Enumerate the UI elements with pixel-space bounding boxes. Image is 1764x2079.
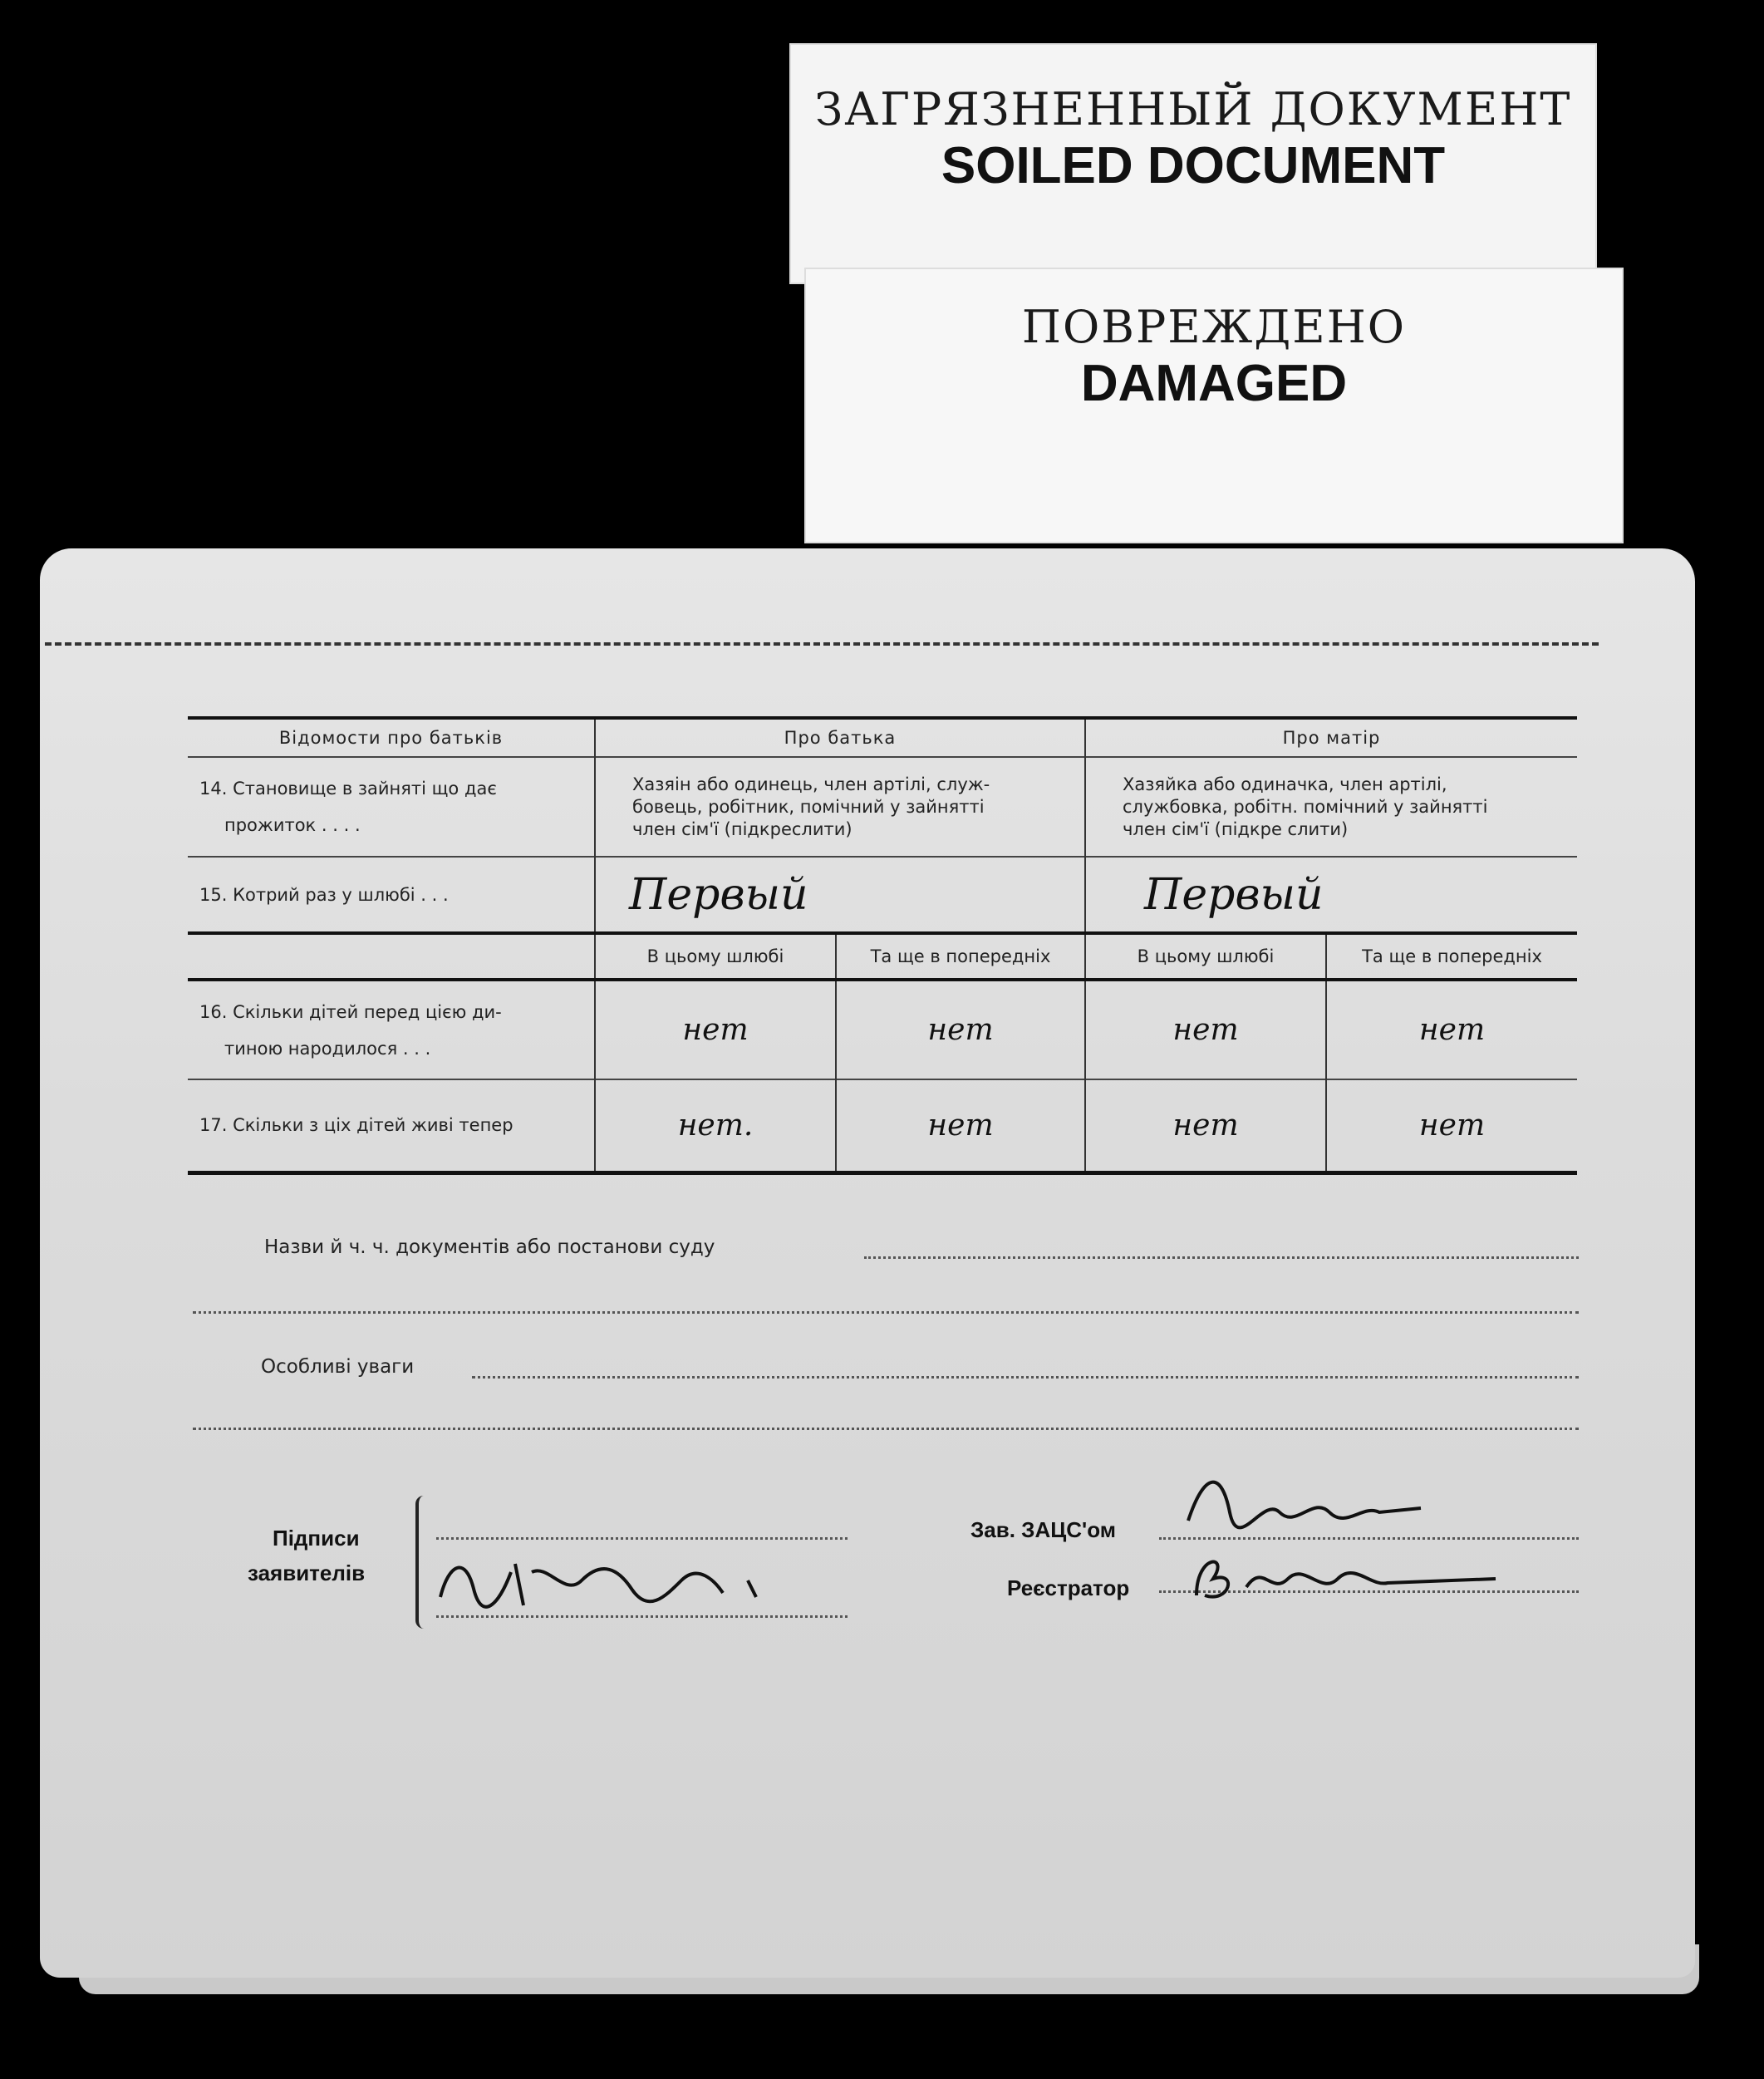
subheader-father-current: В цьому шлюбі [595,933,836,980]
registrar-signature [1180,1546,1512,1612]
damaged-label-ru: ПОВРЕЖДЕНО [1021,301,1407,353]
notes-line-1 [472,1376,1579,1379]
row14-mother-line1: Хазяйка або одиначка, член артілі, [1123,774,1447,794]
documents-line-1 [864,1256,1579,1259]
row14-mother-line3: член сім'ї (підкре слити) [1123,818,1349,839]
documents-label: Назви й ч. ч. документів або постанови суду [264,1236,715,1258]
subheader-mother-current: В цьому шлюбі [1085,933,1326,980]
soiled-label-en: SOILED DOCUMENT [941,137,1446,194]
row16-mother-current: нет [1085,980,1326,1079]
row15-mother-value: Первый [1085,857,1577,933]
documents-line-2 [193,1311,1579,1314]
row15-father-value: Первый [595,857,1085,933]
row14-mother-line2: службовка, робітн. помічний у зайнятті [1123,796,1488,817]
damaged-document-card [804,268,1624,543]
notes-line-2 [193,1428,1579,1430]
header-parents-info: Відомости про батьків [278,728,504,748]
row17-mother-current: нет [1085,1079,1326,1172]
row15-label: 15. Котрий раз у шлюбі . . . [199,884,449,905]
head-signature [1155,1462,1437,1537]
head-line [1159,1537,1579,1540]
header-mother: Про матір [1085,718,1577,757]
subheader-father-previous: Та ще в попередніх [836,933,1085,980]
row14-label-line2: прожиток . . . . [224,815,361,835]
head-registry-label: Зав. ЗАЦС'ом [970,1517,1116,1542]
table-row-15 [188,857,1577,933]
parents-info-table [188,716,1577,1175]
applicant-signature [432,1547,781,1622]
row17-mother-previous: нет [1326,1079,1577,1172]
notes-label: Особливі уваги [261,1356,415,1378]
row16-father-current: нет [595,980,836,1079]
applicants-brace [415,1496,430,1629]
row16-mother-previous: нет [1326,980,1577,1079]
row16-father-previous: нет [836,980,1085,1079]
row14-father-line1: Хазяін або одинець, член артілі, служ- [632,774,990,794]
row14-father-line3: член сім'ї (підкреслити) [632,818,853,839]
table-header-row [188,718,1577,757]
table-row-17 [188,1079,1577,1172]
header-father: Про батька [595,718,1085,757]
applicants-label-line1: Підписи [273,1526,360,1551]
damaged-label-en: DAMAGED [1080,355,1348,412]
row17-father-current: нет. [595,1079,836,1172]
row14-father-line2: бовець, робітник, помічний у зайнятті [632,796,985,817]
applicant-line-1 [436,1537,848,1540]
subheader-row [188,933,1577,980]
row14-label-line1: 14. Становище в зайняті що дає [199,779,497,799]
soiled-label-ru: ЗАГРЯЗНЕННЫЙ ДОКУМЕНТ [814,83,1572,135]
applicants-label-line2: заявителів [248,1560,366,1585]
registrar-label: Реєстратор [1007,1575,1130,1600]
row16-label-line2: тиною народилося . . . [224,1038,431,1059]
row16-label-line1: 16. Скільки дітей перед цією ди- [199,1001,502,1022]
perforation-line [45,642,1599,646]
row17-father-previous: нет [836,1079,1085,1172]
table-row-16 [188,980,1577,1079]
row17-label: 17. Скільки з ціх дітей живі тепер [199,1115,513,1136]
subheader-mother-previous: Та ще в попередніх [1326,933,1577,980]
table-row-14 [188,757,1577,857]
soiled-document-card [789,43,1597,284]
